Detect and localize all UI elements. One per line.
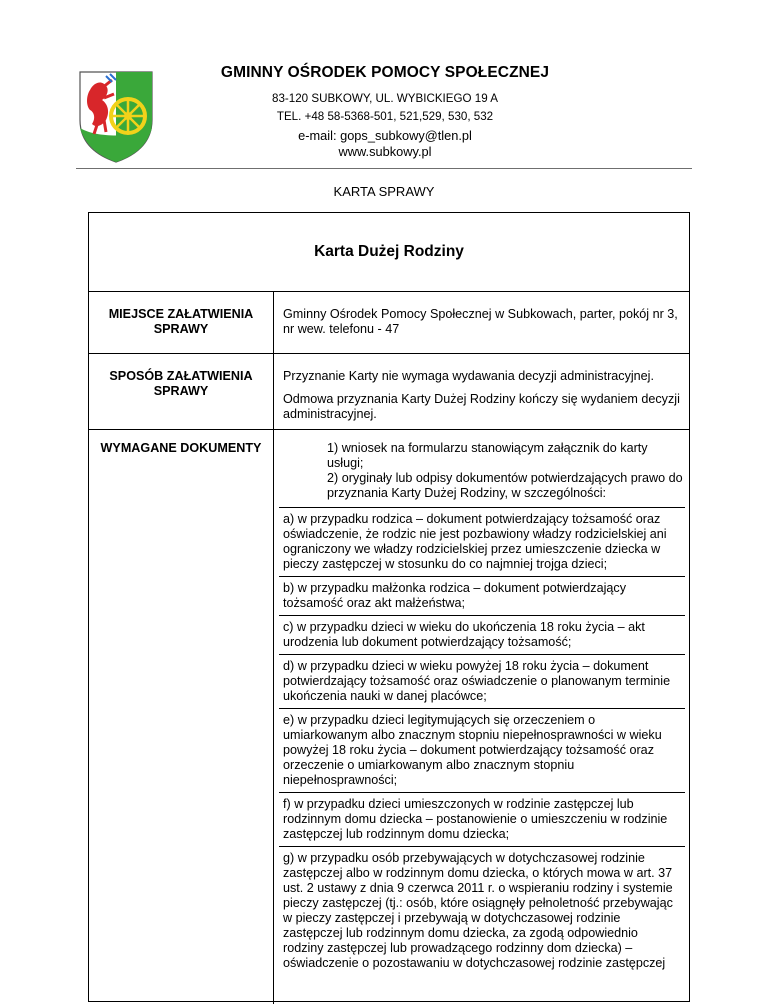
docs-list-item: f) w przypadku dzieci umieszczonych w rodzinie zastępczej lub rodzinnym domu dziecka – postanowienie o umieszczeniu w rodzinie zastępczej lub rodzinnym domu dziecka; [279,792,685,846]
organization-name: GMINNY OŚRODEK POMOCY SPOŁECZNEJ [220,64,550,81]
address: 83-120 SUBKOWY, UL. WYBICKIEGO 19 A [272,92,498,105]
place-value: Gminny Ośrodek Pomocy Społecznej w Subkowach, parter, pokój nr 3, nr wew. telefonu - 47 [283,307,678,336]
card-title: Karta Dużej Rodziny [89,213,689,292]
column-divider [273,292,274,1004]
docs-value [279,441,685,975]
docs-list-item: e) w przypadku dzieci legitymujących się orzeczeniem o umiarkowanym albo znacznym stopniu niepełnosprawności w wieku powyżej 18 roku życia – dokument potwierdzający tożsamość oraz orzeczenie o umiarkowanym albo znacznym stopniu niepełnosprawności; [279,708,685,792]
docs-list-item: c) w przypadku dzieci w wieku do ukończenia 18 roku życia – akt urodzenia lub dokument potwierdzający tożsamość; [279,615,685,654]
docs-list-item: a) w przypadku rodzica – dokument potwierdzający tożsamość oraz oświadczenie, że rodzic nie jest pozbawiony władzy rodzicielskiej ani ograniczony we władzy rodzicielskiej przez umieszczenie dziecka w pieczy zastępczej w stosunku do co najmniej trojga dzieci; [279,507,685,576]
method-paragraph: Odmowa przyznania Karty Dużej Rodziny kończy się wydaniem decyzji administracyjnej. [283,392,680,421]
docs-list-item: b) w przypadku małżonka rodzica – dokument potwierdzający tożsamość oraz akt małżeństwa; [279,576,685,615]
docs-intro [279,441,685,501]
row-divider [89,429,689,430]
phone: TEL. +48 58-5368-501, 521,529, 530, 532 [276,110,494,123]
docs-label: WYMAGANE DOKUMENTY [100,441,262,455]
docs-list-item: g) w przypadku osób przebywających w dotychczasowej rodzinie zastępczej albo w rodzinnym domu dziecka, o których mowa w art. 37 ust. 2 ustawy z dnia 9 czerwca 2011 r. o wspieraniu rodziny i systemie pieczy zastępczej (tj.: osób, które osiągnęły pełnoletność przebywając w pieczy zastępczej i przebywają w dotychczasowej rodzinie zastępczej lub rodzinnym domu dziecka, za zgodą odpowiednio rodziny zastępczej lub prowadzącego rodzinny dom dziecka) – oświadczenie o pozostawaniu w dotychczasowej rodzinie zastępczej [279,846,685,975]
header-divider [76,168,692,169]
letterhead [0,0,768,170]
coat-of-arms-logo [76,68,156,164]
case-card-table [88,212,690,1002]
method-value [283,369,685,430]
method-paragraph: Przyznanie Karty nie wymaga wydawania decyzji administracyjnej. [283,369,654,383]
docs-intro-item: 2) oryginały lub odpisy dokumentów potwierdzających prawo do przyznania Karty Dużej Rodziny, w szczególności: [327,471,683,500]
place-label: MIEJSCE ZAŁATWIENIA SPRAWY [108,307,254,336]
email: e-mail: gops_subkowy@tlen.pl [298,128,472,143]
docs-list-item: d) w przypadku dzieci w wieku powyżej 18 roku życia – dokument potwierdzający tożsamość oraz oświadczenie o planowanym terminie ukończenia nauki w danej placówce; [279,654,685,708]
method-label: SPOSÓB ZAŁATWIENIA SPRAWY [109,369,253,398]
docs-intro-item: 1) wniosek na formularzu stanowiącym załącznik do karty usługi; [327,441,648,470]
row-divider [89,353,689,354]
website: www.subkowy.pl [338,144,432,159]
document-label: KARTA SPRAWY [333,184,435,199]
